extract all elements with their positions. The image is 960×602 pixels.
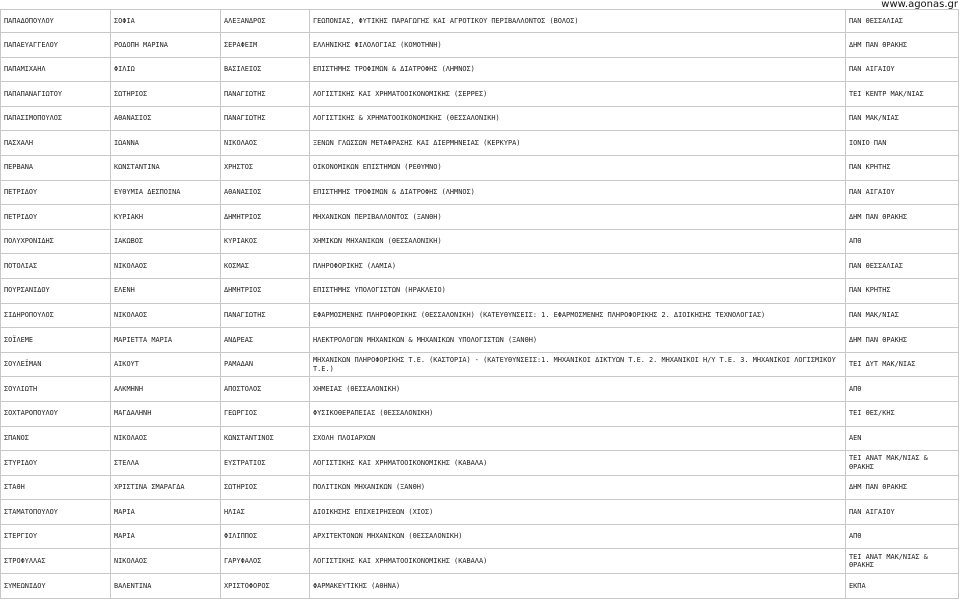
surname-cell: ΣΥΜΕΩΝΙΔΟΥ — [1, 574, 111, 599]
table-row — [1, 352, 959, 377]
father-name-cell: ΚΥΡΙΑΚΟΣ — [221, 229, 310, 254]
department-cell: ΜΗΧΑΝΙΚΩΝ ΠΛΗΡΟΦΟΡΙΚΗΣ Τ.Ε. (ΚΑΣΤΟΡΙΑ) - (ΚΑΤΕΥΘΥΝΣΕΙΣ:1. ΜΗΧΑΝΙΚΟΙ ΔΙΚΤΥΩΝ Τ.Ε. 2. ΜΗΧΑΝΙΚΟΙ Η/Υ Τ.Ε. 3. ΜΗΧΑΝΙΚΟΙ ΛΟΓΙΣΜΙΚΟΥ Τ.Ε.) — [310, 352, 846, 377]
department-cell: ΦΑΡΜΑΚΕΥΤΙΚΗΣ (ΑΘΗΝΑ) — [310, 574, 846, 599]
table-row — [1, 155, 959, 180]
institution-cell: ΤΕΙ ΔΥΤ ΜΑΚ/ΝΙΑΣ — [846, 352, 959, 377]
table-row — [1, 377, 959, 402]
institution-cell: ΤΕΙ ΑΝΑΤ ΜΑΚ/ΝΙΑΣ & ΘΡΑΚΗΣ — [846, 451, 959, 476]
table-row — [1, 500, 959, 525]
father-name-cell: ΣΩΤΗΡΙΟΣ — [221, 475, 310, 500]
institution-cell: ΑΠΘ — [846, 524, 959, 549]
surname-cell: ΠΕΡΒΑΝΑ — [1, 155, 111, 180]
first-name-cell: ΣΩΤΗΡΙΟΣ — [111, 82, 221, 107]
father-name-cell: ΠΑΝΑΓΙΩΤΗΣ — [221, 82, 310, 107]
table-row — [1, 180, 959, 205]
father-name-cell: ΓΑΡΥΦΑΛΟΣ — [221, 549, 310, 574]
institution-cell: ΑΠΘ — [846, 377, 959, 402]
surname-cell: ΠΟΥΡΣΑΝΙΔΟΥ — [1, 278, 111, 303]
first-name-cell: ΑΛΚΜΗΝΗ — [111, 377, 221, 402]
father-name-cell: ΗΛΙΑΣ — [221, 500, 310, 525]
father-name-cell: ΑΘΑΝΑΣΙΟΣ — [221, 180, 310, 205]
first-name-cell: ΜΑΡΙΑ — [111, 524, 221, 549]
table-row — [1, 574, 959, 599]
father-name-cell: ΚΟΣΜΑΣ — [221, 254, 310, 279]
department-cell: ΠΟΛΙΤΙΚΩΝ ΜΗΧΑΝΙΚΩΝ (ΞΑΝΘΗ) — [310, 475, 846, 500]
father-name-cell: ΣΕΡΑΦΕΙΜ — [221, 33, 310, 58]
department-cell: ΛΟΓΙΣΤΙΚΗΣ ΚΑΙ ΧΡΗΜΑΤΟΟΙΚΟΝΟΜΙΚΗΣ (ΣΕΡΡΕΣ) — [310, 82, 846, 107]
surname-cell: ΠΑΠΑΕΥΑΓΓΕΛΟΥ — [1, 33, 111, 58]
first-name-cell: ΕΥΘΥΜΙΑ ΔΕΣΠΟΙΝΑ — [111, 180, 221, 205]
father-name-cell: ΒΑΣΙΛΕΙΟΣ — [221, 57, 310, 82]
department-cell: ΛΟΓΙΣΤΙΚΗΣ ΚΑΙ ΧΡΗΜΑΤΟΟΙΚΟΝΟΜΙΚΗΣ (ΚΑΒΑΛΑ) — [310, 451, 846, 476]
table-row — [1, 33, 959, 58]
surname-cell: ΣΟΥΛΙΩΤΗ — [1, 377, 111, 402]
department-cell: ΑΡΧΙΤΕΚΤΟΝΩΝ ΜΗΧΑΝΙΚΩΝ (ΘΕΣΣΑΛΟΝΙΚΗ) — [310, 524, 846, 549]
surname-cell: ΣΟΪΛΕΜΕ — [1, 328, 111, 353]
father-name-cell: ΑΠΟΣΤΟΛΟΣ — [221, 377, 310, 402]
table-row — [1, 303, 959, 328]
surname-cell: ΠΕΤΡΙΔΟΥ — [1, 205, 111, 230]
institution-cell: ΔΗΜ ΠΑΝ ΘΡΑΚΗΣ — [846, 475, 959, 500]
first-name-cell: ΒΑΛΕΝΤΙΝΑ — [111, 574, 221, 599]
site-url: www.agonas.gr — [881, 0, 958, 10]
first-name-cell: ΧΡΙΣΤΙΝΑ ΣΜΑΡΑΓΔΑ — [111, 475, 221, 500]
institution-cell: ΔΗΜ ΠΑΝ ΘΡΑΚΗΣ — [846, 328, 959, 353]
table-row — [1, 254, 959, 279]
first-name-cell: ΝΙΚΟΛΑΟΣ — [111, 426, 221, 451]
surname-cell: ΠΑΠΑΔΟΠΟΥΛΟΥ — [1, 10, 111, 33]
institution-cell: ΕΚΠΑ — [846, 574, 959, 599]
department-cell: ΕΠΙΣΤΗΜΗΣ ΤΡΟΦΙΜΩΝ & ΔΙΑΤΡΟΦΗΣ (ΛΗΜΝΟΣ) — [310, 180, 846, 205]
department-cell: ΛΟΓΙΣΤΙΚΗΣ ΚΑΙ ΧΡΗΜΑΤΟΟΙΚΟΝΟΜΙΚΗΣ (ΚΑΒΑΛΑ) — [310, 549, 846, 574]
institution-cell: ΤΕΙ ΚΕΝΤΡ ΜΑΚ/ΝΙΑΣ — [846, 82, 959, 107]
table-row — [1, 205, 959, 230]
institution-cell: ΠΑΝ ΘΕΣΣΑΛΙΑΣ — [846, 254, 959, 279]
department-cell: ΗΛΕΚΤΡΟΛΟΓΩΝ ΜΗΧΑΝΙΚΩΝ & ΜΗΧΑΝΙΚΩΝ ΥΠΟΛΟΓΙΣΤΩΝ (ΞΑΝΘΗ) — [310, 328, 846, 353]
first-name-cell: ΜΑΡΙΑ — [111, 500, 221, 525]
surname-cell: ΣΠΑΝΟΣ — [1, 426, 111, 451]
institution-cell: ΠΑΝ ΘΕΣΣΑΛΙΑΣ — [846, 10, 959, 33]
father-name-cell: ΑΝΔΡΕΑΣ — [221, 328, 310, 353]
father-name-cell: ΧΡΗΣΤΟΣ — [221, 155, 310, 180]
table-row — [1, 401, 959, 426]
institution-cell: ΔΗΜ ΠΑΝ ΘΡΑΚΗΣ — [846, 205, 959, 230]
institution-cell: ΙΟΝΙΟ ΠΑΝ — [846, 131, 959, 156]
surname-cell: ΠΑΠΑΠΑΝΑΓΙΩΤΟΥ — [1, 82, 111, 107]
table-row — [1, 131, 959, 156]
surname-cell: ΠΟΤΟΛΙΑΣ — [1, 254, 111, 279]
table-row — [1, 229, 959, 254]
father-name-cell: ΕΥΣΤΡΑΤΙΟΣ — [221, 451, 310, 476]
first-name-cell: ΝΙΚΟΛΑΟΣ — [111, 549, 221, 574]
department-cell: ΛΟΓΙΣΤΙΚΗΣ & ΧΡΗΜΑΤΟΟΙΚΟΝΟΜΙΚΗΣ (ΘΕΣΣΑΛΟΝΙΚΗ) — [310, 106, 846, 131]
department-cell: ΧΗΜΕΙΑΣ (ΘΕΣΣΑΛΟΝΙΚΗ) — [310, 377, 846, 402]
father-name-cell: ΡΑΜΑΔΑΝ — [221, 352, 310, 377]
surname-cell: ΠΑΠΑΜΙΧΑΗΛ — [1, 57, 111, 82]
first-name-cell: ΣΤΕΛΛΑ — [111, 451, 221, 476]
department-cell: ΕΦΑΡΜΟΣΜΕΝΗΣ ΠΛΗΡΟΦΟΡΙΚΗΣ (ΘΕΣΣΑΛΟΝΙΚΗ) (ΚΑΤΕΥΘΥΝΣΕΙΣ: 1. ΕΦΑΡΜΟΣΜΕΝΗΣ ΠΛΗΡΟΦΟΡΙΚΗΣ 2. ΔΙΟΙΚΗΣΗΣ ΤΕΧΝΟΛΟΓΙΑΣ) — [310, 303, 846, 328]
department-cell: ΔΙΟΙΚΗΣΗΣ ΕΠΙΧΕΙΡΗΣΕΩΝ (ΧΙΟΣ) — [310, 500, 846, 525]
institution-cell: ΑΠΘ — [846, 229, 959, 254]
first-name-cell: ΚΥΡΙΑΚΗ — [111, 205, 221, 230]
father-name-cell: ΚΩΝΣΤΑΝΤΙΝΟΣ — [221, 426, 310, 451]
surname-cell: ΣΙΔΗΡΟΠΟΥΛΟΣ — [1, 303, 111, 328]
institution-cell: ΤΕΙ ΑΝΑΤ ΜΑΚ/ΝΙΑΣ & ΘΡΑΚΗΣ — [846, 549, 959, 574]
department-cell: ΕΛΛΗΝΙΚΗΣ ΦΙΛΟΛΟΓΙΑΣ (ΚΟΜΟΤΗΝΗ) — [310, 33, 846, 58]
first-name-cell: ΣΟΦΙΑ — [111, 10, 221, 33]
table-row — [1, 426, 959, 451]
institution-cell: ΑΕΝ — [846, 426, 959, 451]
institution-cell: ΠΑΝ ΜΑΚ/ΝΙΑΣ — [846, 106, 959, 131]
first-name-cell: ΦΙΛΙΩ — [111, 57, 221, 82]
surname-cell: ΣΤΕΡΓΙΟΥ — [1, 524, 111, 549]
department-cell: ΕΠΙΣΤΗΜΗΣ ΤΡΟΦΙΜΩΝ & ΔΙΑΤΡΟΦΗΣ (ΛΗΜΝΟΣ) — [310, 57, 846, 82]
institution-cell: ΠΑΝ ΑΙΓΑΙΟΥ — [846, 500, 959, 525]
department-cell: ΧΗΜΙΚΩΝ ΜΗΧΑΝΙΚΩΝ (ΘΕΣΣΑΛΟΝΙΚΗ) — [310, 229, 846, 254]
table-row — [1, 524, 959, 549]
first-name-cell: ΚΩΝΣΤΑΝΤΙΝΑ — [111, 155, 221, 180]
department-cell: ΕΠΙΣΤΗΜΗΣ ΥΠΟΛΟΓΙΣΤΩΝ (ΗΡΑΚΛΕΙΟ) — [310, 278, 846, 303]
department-cell: ΜΗΧΑΝΙΚΩΝ ΠΕΡΙΒΑΛΛΟΝΤΟΣ (ΞΑΝΘΗ) — [310, 205, 846, 230]
institution-cell: ΠΑΝ ΜΑΚ/ΝΙΑΣ — [846, 303, 959, 328]
department-cell: ΦΥΣΙΚΟΘΕΡΑΠΕΙΑΣ (ΘΕΣΣΑΛΟΝΙΚΗ) — [310, 401, 846, 426]
father-name-cell: ΠΑΝΑΓΙΩΤΗΣ — [221, 303, 310, 328]
department-cell: ΞΕΝΩΝ ΓΛΩΣΣΩΝ ΜΕΤΑΦΡΑΣΗΣ ΚΑΙ ΔΙΕΡΜΗΝΕΙΑΣ (ΚΕΡΚΥΡΑ) — [310, 131, 846, 156]
table-row — [1, 451, 959, 476]
surname-cell: ΣΟΥΛΕΪΜΑΝ — [1, 352, 111, 377]
department-cell: ΣΧΟΛΗ ΠΛΟΙΑΡΧΩΝ — [310, 426, 846, 451]
table-row — [1, 475, 959, 500]
results-table-body — [1, 10, 959, 599]
table-row — [1, 82, 959, 107]
father-name-cell: ΧΡΙΣΤΟΦΟΡΟΣ — [221, 574, 310, 599]
institution-cell: ΠΑΝ ΚΡΗΤΗΣ — [846, 278, 959, 303]
table-row — [1, 278, 959, 303]
surname-cell: ΠΕΤΡΙΔΟΥ — [1, 180, 111, 205]
first-name-cell: ΙΩΑΝΝΑ — [111, 131, 221, 156]
surname-cell: ΠΑΠΑΣΙΜΟΠΟΥΛΟΣ — [1, 106, 111, 131]
department-cell: ΟΙΚΟΝΟΜΙΚΩΝ ΕΠΙΣΤΗΜΩΝ (ΡΕΘΥΜΝΟ) — [310, 155, 846, 180]
institution-cell: ΠΑΝ ΑΙΓΑΙΟΥ — [846, 57, 959, 82]
father-name-cell: ΠΑΝΑΓΙΩΤΗΣ — [221, 106, 310, 131]
first-name-cell: ΙΑΚΩΒΟΣ — [111, 229, 221, 254]
first-name-cell: ΝΙΚΟΛΑΟΣ — [111, 303, 221, 328]
first-name-cell: ΑΙΚΟΥΤ — [111, 352, 221, 377]
surname-cell: ΣΤΑΜΑΤΟΠΟΥΛΟΥ — [1, 500, 111, 525]
first-name-cell: ΝΙΚΟΛΑΟΣ — [111, 254, 221, 279]
first-name-cell: ΜΑΓΔΑΛΗΝΗ — [111, 401, 221, 426]
first-name-cell: ΜΑΡΙΕΤΤΑ ΜΑΡΙΑ — [111, 328, 221, 353]
institution-cell: ΠΑΝ ΑΙΓΑΙΟΥ — [846, 180, 959, 205]
first-name-cell: ΡΟΔΟΠΗ ΜΑΡΙΝΑ — [111, 33, 221, 58]
institution-cell: ΠΑΝ ΚΡΗΤΗΣ — [846, 155, 959, 180]
institution-cell: ΔΗΜ ΠΑΝ ΘΡΑΚΗΣ — [846, 33, 959, 58]
father-name-cell: ΓΕΩΡΓΙΟΣ — [221, 401, 310, 426]
surname-cell: ΣΤΡΟΦΥΛΛΑΣ — [1, 549, 111, 574]
surname-cell: ΠΟΛΥΧΡΟΝΙΔΗΣ — [1, 229, 111, 254]
surname-cell: ΠΑΣΧΑΛΗ — [1, 131, 111, 156]
surname-cell: ΣΟΧΤΑΡΟΠΟΥΛΟΥ — [1, 401, 111, 426]
department-cell: ΠΛΗΡΟΦΟΡΙΚΗΣ (ΛΑΜΙΑ) — [310, 254, 846, 279]
table-row — [1, 549, 959, 574]
table-row — [1, 57, 959, 82]
first-name-cell: ΑΘΑΝΑΣΙΟΣ — [111, 106, 221, 131]
father-name-cell: ΑΛΕΞΑΝΔΡΟΣ — [221, 10, 310, 33]
surname-cell: ΣΤΑΘΗ — [1, 475, 111, 500]
table-row — [1, 10, 959, 33]
father-name-cell: ΔΗΜΗΤΡΙΟΣ — [221, 278, 310, 303]
department-cell: ΓΕΩΠΟΝΙΑΣ, ΦΥΤΙΚΗΣ ΠΑΡΑΓΩΓΗΣ ΚΑΙ ΑΓΡΟΤΙΚΟΥ ΠΕΡΙΒΑΛΛΟΝΤΟΣ (ΒΟΛΟΣ) — [310, 10, 846, 33]
results-table — [0, 9, 959, 599]
institution-cell: ΤΕΙ ΘΕΣ/ΚΗΣ — [846, 401, 959, 426]
table-row — [1, 328, 959, 353]
father-name-cell: ΦΙΛΙΠΠΟΣ — [221, 524, 310, 549]
father-name-cell: ΔΗΜΗΤΡΙΟΣ — [221, 205, 310, 230]
table-row — [1, 106, 959, 131]
surname-cell: ΣΤΥΡΙΔΟΥ — [1, 451, 111, 476]
father-name-cell: ΝΙΚΟΛΑΟΣ — [221, 131, 310, 156]
first-name-cell: ΕΛΕΝΗ — [111, 278, 221, 303]
